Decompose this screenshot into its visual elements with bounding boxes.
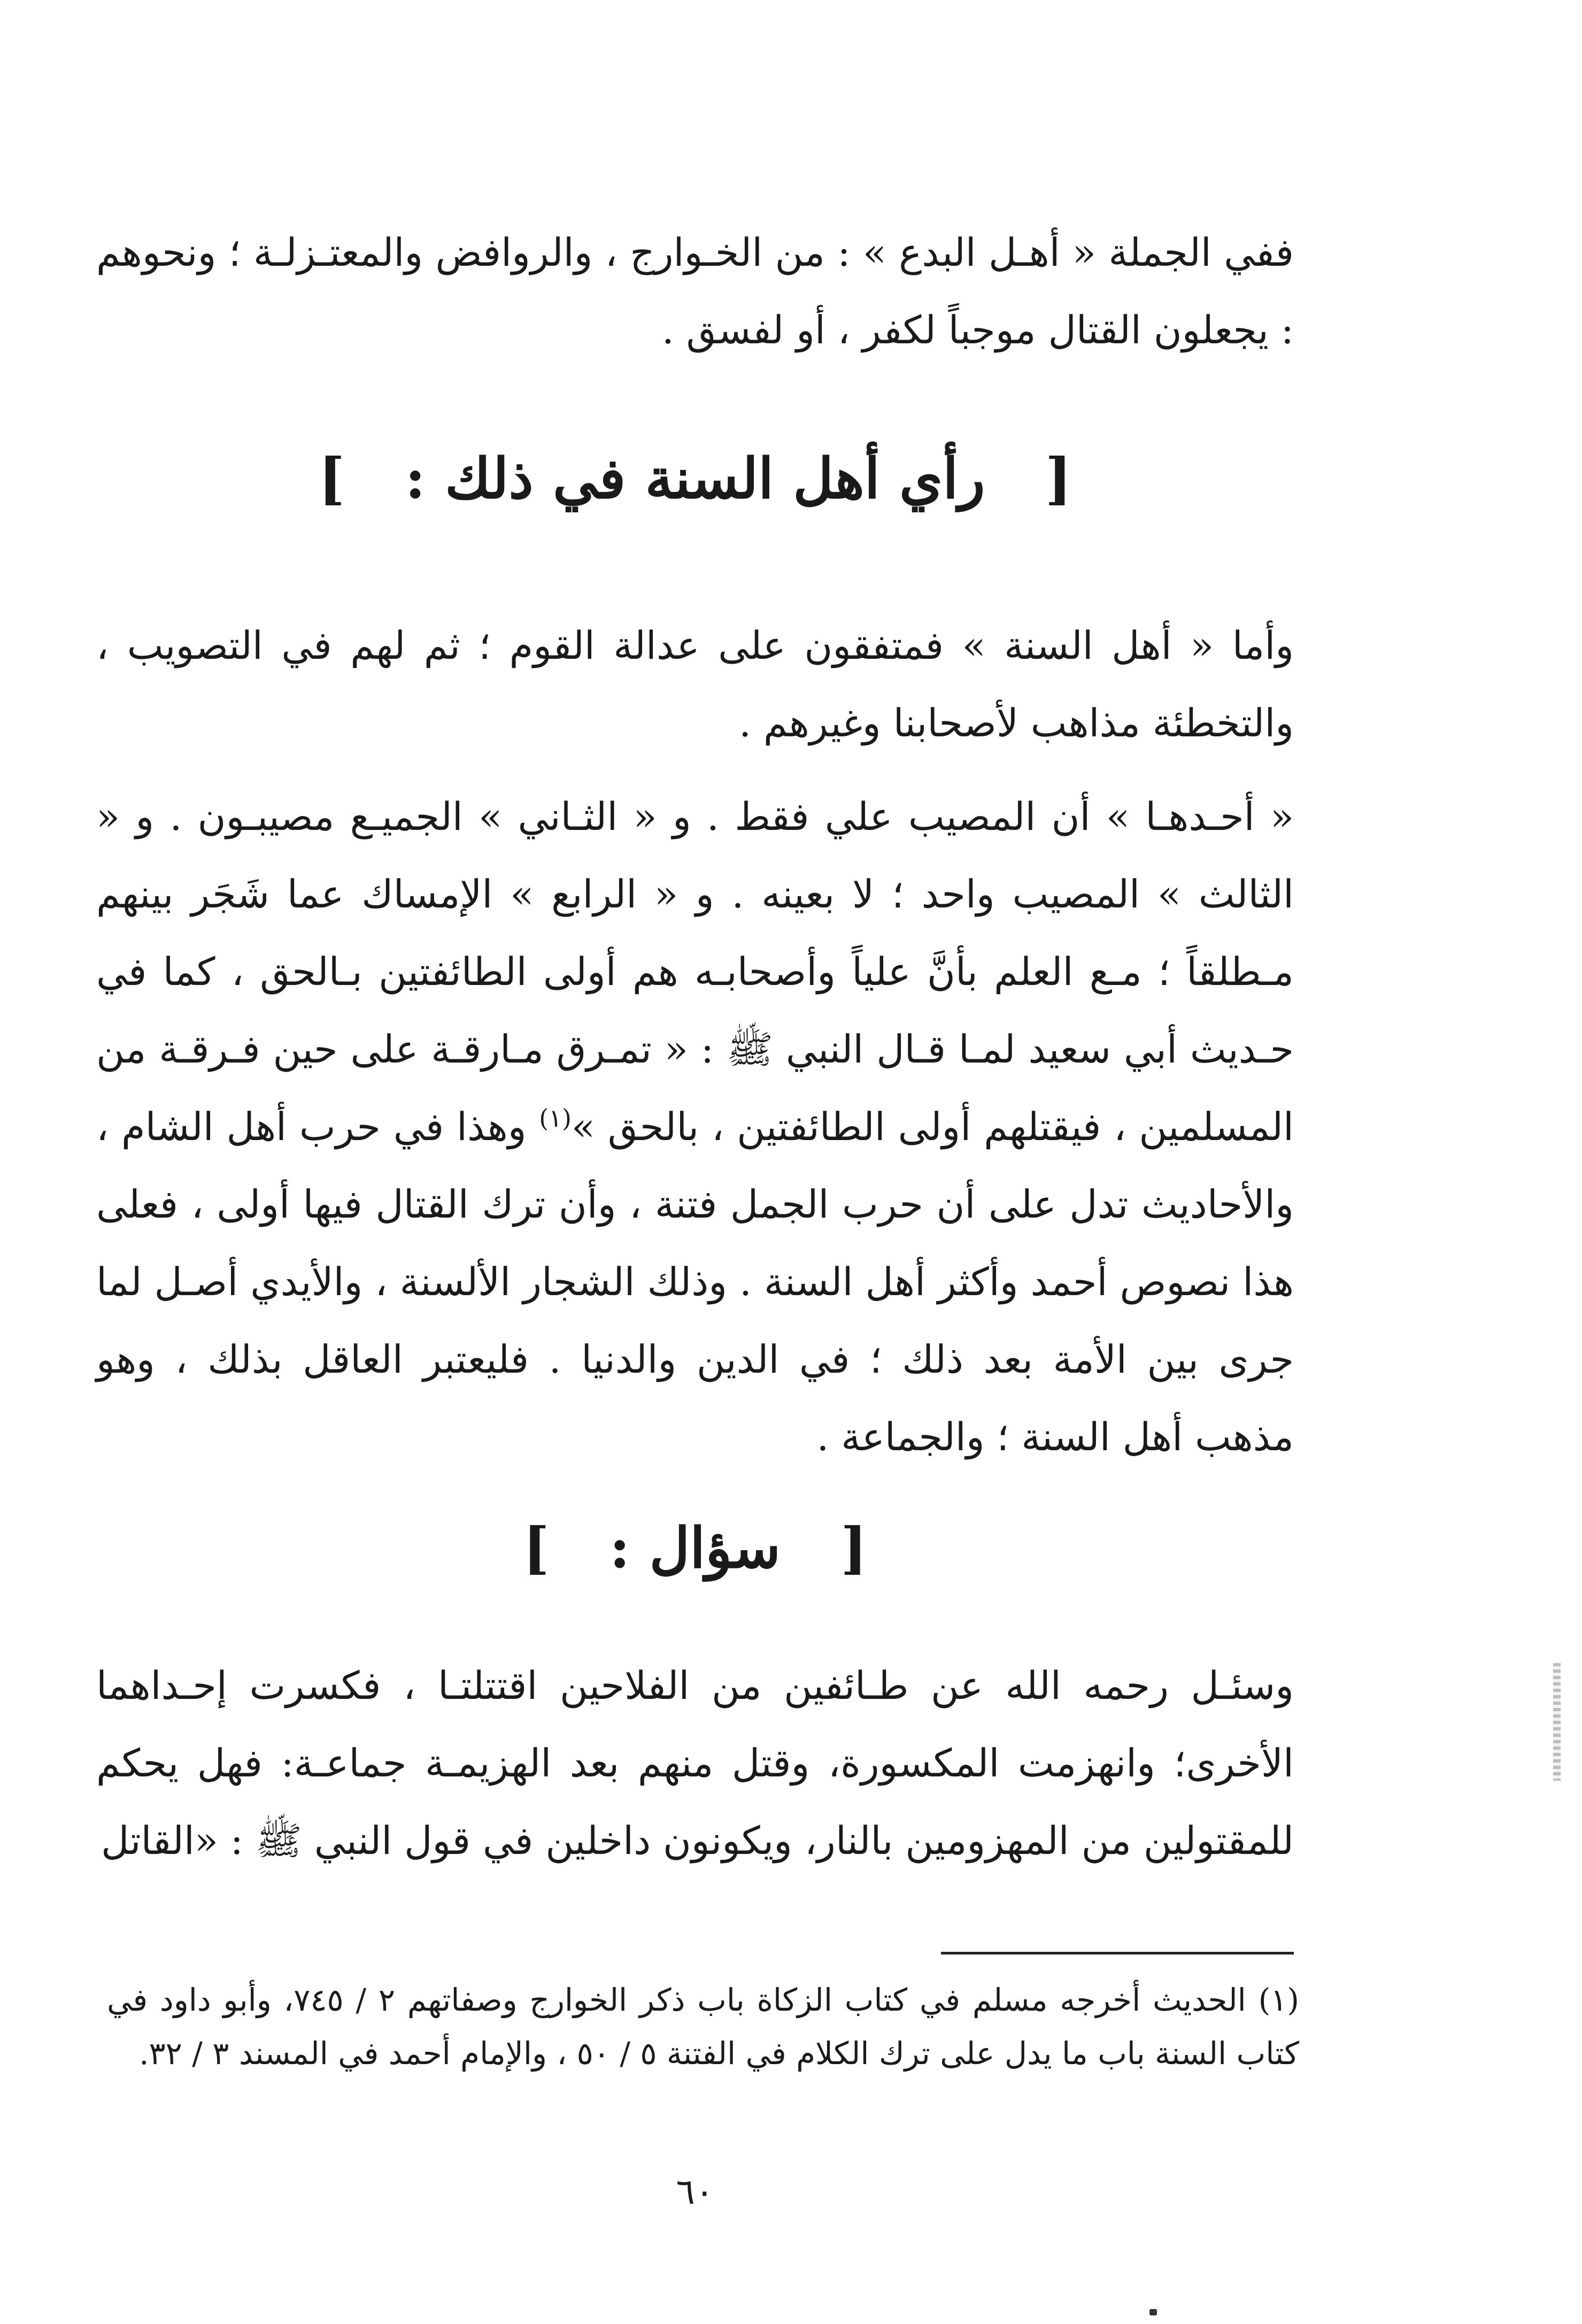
footnote-marker[interactable]: (١) bbox=[539, 1104, 572, 1133]
heading-text: سؤال : bbox=[609, 1515, 781, 1581]
four-opinions-text: « أحـدهـا » أن المصيب علي فقط . و « الثـاني » الجميـع مصيبـون . و « الثالث » المصيب واحد ؛ لا بعينه . و « الرابع » الإمساك عما شَجَر بينهم مـطلقاً ؛ مـع العلم بأنَّ علياً وأصحابـه هم أولى الطائفتين بـالحق ، كما في حـديث أبي سعيد لمـا قـال النبي ﷺ : « تمـرق مـارقـة على حين فـرقـة من المسلمين ، فيقتلهم أولى الطائفتين ، بالحق » bbox=[96, 794, 1294, 1149]
scan-speck bbox=[1149, 2309, 1157, 2315]
heading-close-bracket: ] bbox=[523, 1515, 550, 1581]
footnote-divider bbox=[941, 1952, 1294, 1954]
heading-close-bracket: ] bbox=[318, 445, 345, 511]
scan-edge-mark bbox=[1553, 1663, 1561, 1781]
footnote: (١) الحديث أخرجه مسلم في كتاب الزكاة باب ذكر الخوارج وصفاتهم ٢ / ٧٤٥، وأبو داود في كتاب السنة باب ما يدل على ترك الكلام في الفتنة ٥ / ٥٠ ، والإمام أحمد في المسند ٣ / ٣٢. bbox=[107, 1982, 1299, 2072]
section-heading-question bbox=[96, 1508, 1294, 1588]
page-number: ٦٠ bbox=[676, 2171, 714, 2212]
four-opinions-paragraph bbox=[96, 778, 1294, 1476]
section-heading-sunni-view bbox=[96, 438, 1294, 519]
question-paragraph: وسئـل رحمه الله عن طـائفين من الفلاحين اقتتلتـا ، فكسرت إحـداهما الأخرى؛ وانهزمت المكسورة، وقتل منهم بعد الهزيمـة جماعـة: فهل يحكم للمقتولين من المهزومين بالنار، ويكونون داخلين في قول النبي ﷺ : «القاتل bbox=[96, 1663, 1294, 1863]
intro-paragraph: ففي الجملة « أهـل البدع » : من الخـوارج ، والروافض والمعتـزلـة ؛ ونحوهم : يجعلون القتال موجباً لكفر ، أو لفسق . bbox=[96, 230, 1294, 352]
four-opinions-text-continued: وهذا في حرب أهل الشام ، والأحاديث تدل على أن حرب الجمل فتنة ، وأن ترك القتال فيها أولى ، فعلى هذا نصوص أحمد وأكثر أهل السنة . وذلك الشجار الألسنة ، والأيدي أصـل لما جرى بين الأمة بعد ذلك ؛ في الدين والدنيا . فليعتبر العاقل بذلك ، وهو مذهب أهل السنة ؛ والجماعة . bbox=[96, 1104, 1294, 1459]
sunni-agreement-paragraph: وأما « أهل السنة » فمتفقون على عدالة القوم ؛ ثم لهم في التصويب ، والتخطئة مذاهب لأصحابنا وغيرهم . bbox=[96, 623, 1294, 745]
heading-open-bracket: [ bbox=[1045, 445, 1072, 511]
heading-text: رأي أهل السنة في ذلك : bbox=[405, 445, 985, 511]
heading-open-bracket: [ bbox=[840, 1515, 867, 1581]
